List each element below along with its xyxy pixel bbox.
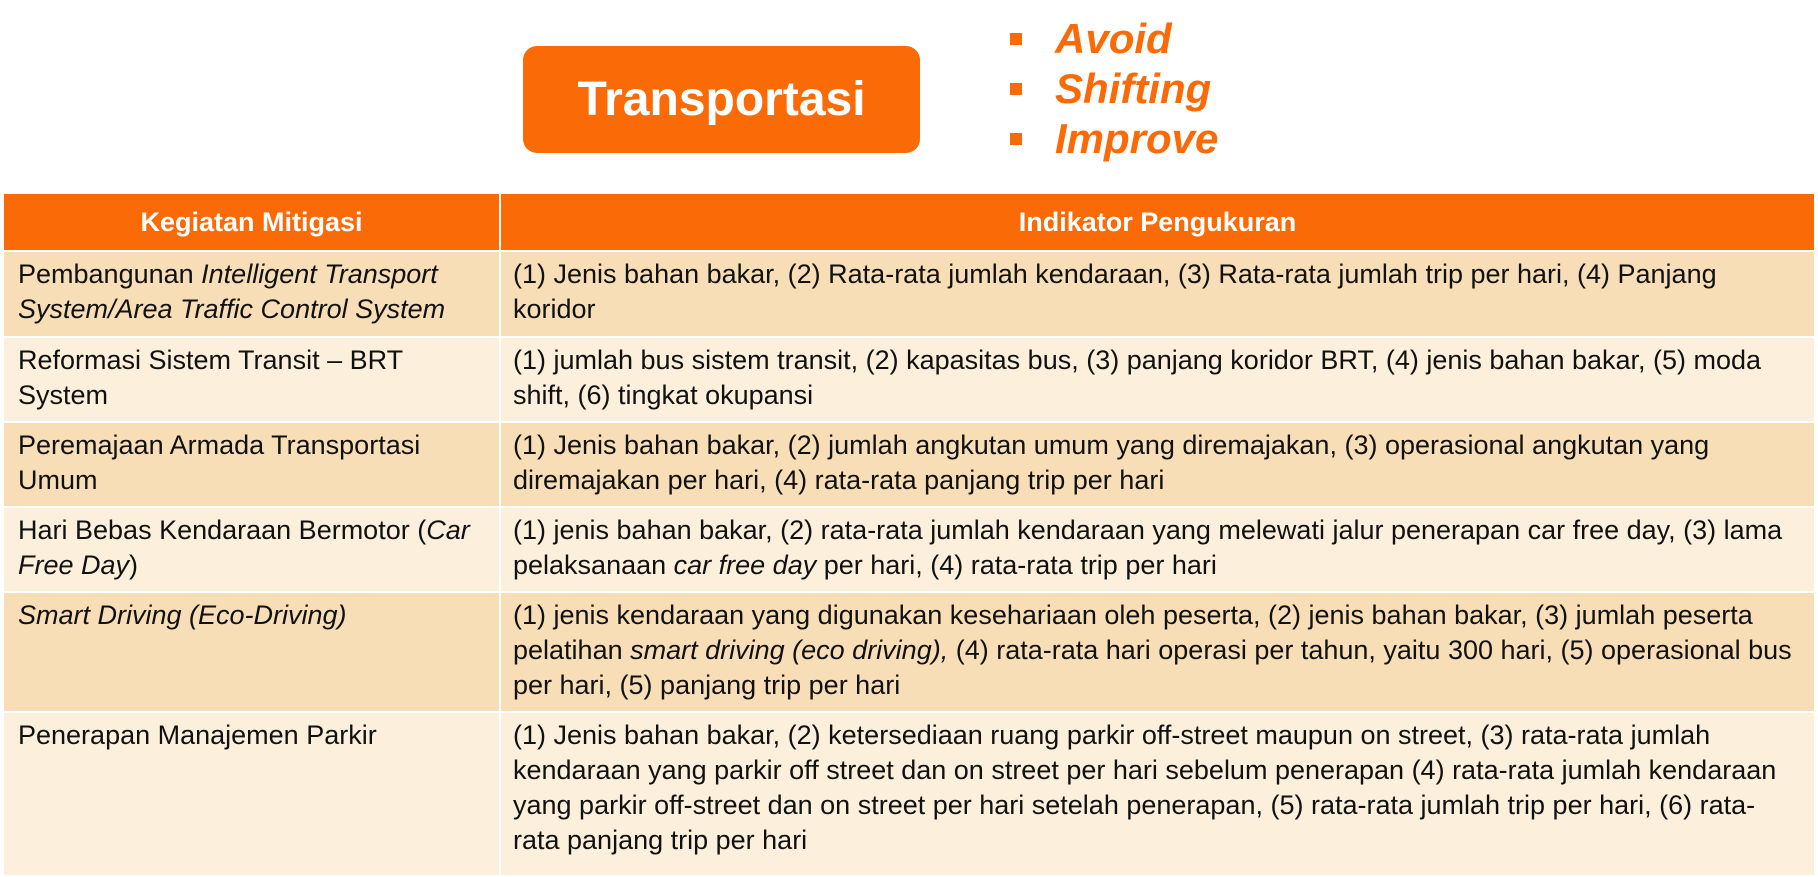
bullet-item	[1010, 64, 1218, 114]
mitigation-table	[2, 192, 1816, 877]
indicator-cell: (1) jumlah bus sistem transit, (2) kapasitas bus, (3) panjang koridor BRT, (4) jenis bahan bakar, (5) moda shift, (6) tingkat okupansi	[500, 337, 1815, 422]
activity-cell: Smart Driving (Eco-Driving)	[3, 592, 500, 712]
table-row	[3, 422, 1815, 507]
title-box	[523, 46, 920, 153]
column-header-indicator: Indikator Pengukuran	[500, 193, 1815, 251]
bullet-text: Avoid	[1055, 15, 1172, 62]
table-header-row	[3, 193, 1815, 251]
square-bullet-icon	[1010, 83, 1022, 95]
bullet-text: Improve	[1055, 115, 1219, 162]
bullet-text: Shifting	[1055, 65, 1212, 112]
activity-cell: Reformasi Sistem Transit – BRT System	[3, 337, 500, 422]
table-row	[3, 337, 1815, 422]
indicator-cell: (1) Jenis bahan bakar, (2) Rata-rata jumlah kendaraan, (3) Rata-rata jumlah trip per hari, (4) Panjang koridor	[500, 251, 1815, 337]
square-bullet-icon	[1010, 33, 1022, 45]
activity-cell: Peremajaan Armada Transportasi Umum	[3, 422, 500, 507]
page-title: Transportasi	[577, 73, 866, 126]
activity-cell: Hari Bebas Kendaraan Bermotor (Car Free Day)	[3, 507, 500, 592]
bullet-item	[1010, 14, 1218, 64]
square-bullet-icon	[1010, 133, 1022, 145]
indicator-cell: (1) jenis kendaraan yang digunakan kesehariaan oleh peserta, (2) jenis bahan bakar, (3) jumlah peserta pelatihan smart driving (eco driving), (4) rata-rata hari operasi per tahun, yaitu 300 hari, (5) operasional bus per hari, (5) panjang trip per hari	[500, 592, 1815, 712]
indicator-cell: (1) jenis bahan bakar, (2) rata-rata jumlah kendaraan yang melewati jalur penerapan car free day, (3) lama pelaksanaan car free day per hari, (4) rata-rata trip per hari	[500, 507, 1815, 592]
activity-cell: Pembangunan Intelligent Transport System/Area Traffic Control System	[3, 251, 500, 337]
column-header-activity: Kegiatan Mitigasi	[3, 193, 500, 251]
bullet-item	[1010, 114, 1218, 164]
table-row	[3, 592, 1815, 712]
indicator-cell: (1) Jenis bahan bakar, (2) ketersediaan ruang parkir off-street maupun on street, (3) rata-rata jumlah kendaraan yang parkir off street dan on street per hari sebelum penerapan (4) rata-rata jumlah kendaraan yang parkir off-street dan on street per hari setelah penerapan, (5) rata-rata jumlah trip per hari, (6) rata-rata panjang trip per hari	[500, 712, 1815, 876]
table-row	[3, 507, 1815, 592]
indicator-cell: (1) Jenis bahan bakar, (2) jumlah angkutan umum yang diremajakan, (3) operasional angkutan yang diremajakan per hari, (4) rata-rata panjang trip per hari	[500, 422, 1815, 507]
activity-cell: Penerapan Manajemen Parkir	[3, 712, 500, 876]
table-row	[3, 712, 1815, 876]
table-row	[3, 251, 1815, 337]
strategy-bullet-list	[1010, 14, 1218, 164]
